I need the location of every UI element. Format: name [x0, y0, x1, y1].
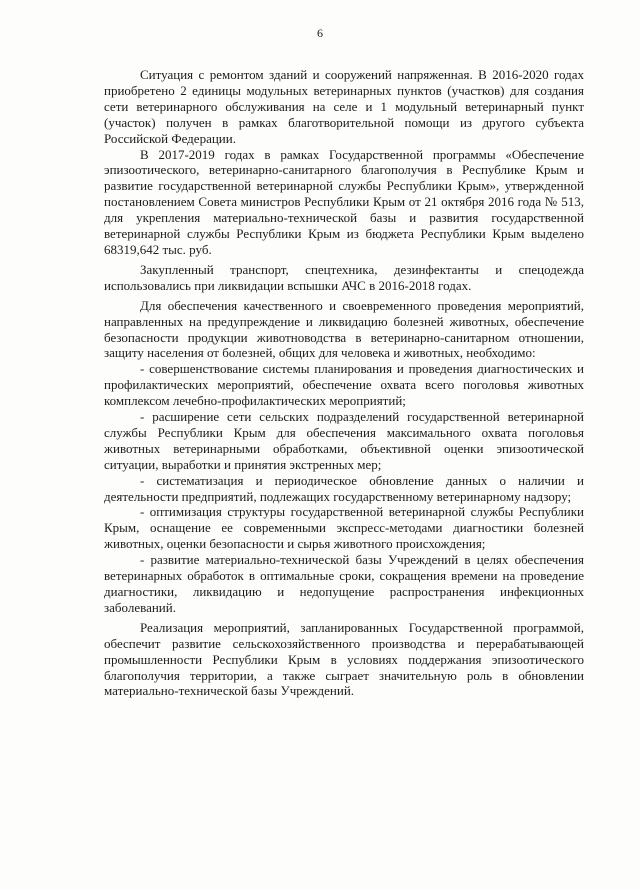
document-body: [104, 67, 584, 699]
paragraph-purchased-equipment: Закупленный транспорт, спецтехника, дезинфектанты и спецодежда использовались при ликвидации вспышки АЧС в 2016-2018 годах.: [104, 261, 584, 293]
page-number: 6: [317, 26, 323, 40]
paragraph-program-implementation: Реализация мероприятий, запланированных Государственной программой, обеспечит развитие сельскохозяйственного производства и перерабатывающей промышленности Республики Крым в условиях поддержания эпизоотического благополучия территории, а также сыграет значительную роль в обновлении материально-технической базы Учреждений.: [104, 619, 584, 699]
list-item-data-systematization: - систематизация и периодическое обновление данных о наличии и деятельности предприятий, подлежащих государственному ветеринарному надзору;: [104, 472, 584, 504]
list-item-planning: - совершенствование системы планирования и проведения диагностических и профилактических мероприятий, обеспечение охвата всего поголовья животных комплексом лечебно-профилактических мероприятий;: [104, 361, 584, 409]
list-item-structure-optimization: - оптимизация структуры государственной ветеринарной службы Республики Крым, оснащение ее современными экспресс-методами диагностики болезней животных, оценки безопасности и сырья животного происхождения;: [104, 504, 584, 552]
paragraph-state-program-funding: В 2017-2019 годах в рамках Государственной программы «Обеспечение эпизоотического, ветеринарно-санитарного благополучия в Республике Крым и развитие государственной ветеринарной службы Республики Крым», утвержденной постановлением Совета министров Республики Крым от 21 октября 2016 года № 513, для укрепления материально-технической базы и развития государственной ветеринарной службы Республики Крым из бюджета Республики Крым выделено 68319,642 тыс. руб.: [104, 146, 584, 257]
paragraph-necessary-measures: Для обеспечения качественного и своевременного проведения мероприятий, направленных на предупреждение и ликвидацию болезней животных, обеспечение безопасности продукции животноводства в ветеринарно-санитарном отношении, защиту населения от болезней, общих для человека и животных, необходимо:: [104, 297, 584, 361]
list-item-network-expansion: - расширение сети сельских подразделений государственной ветеринарной службы Республики Крым для обеспечения максимального охвата поголовья животных ветеринарными обработками, объективной оценки эпизоотической ситуации, выработки и принятия экстренных мер;: [104, 409, 584, 472]
list-item-material-base: - развитие материально-технической базы Учреждений в целях обеспечения ветеринарных обработок в оптимальные сроки, сокращения времени на проведение диагностики, ликвидацию и недопущение распространения инфекционных заболеваний.: [104, 552, 584, 615]
paragraph-repair-situation: Ситуация с ремонтом зданий и сооружений напряженная. В 2016-2020 годах приобретено 2 единицы модульных ветеринарных пунктов (участков) для создания сети ветеринарного обслуживания на селе и 1 модульный ветеринарный пункт (участок) получен в рамках благотворительной помощи из другого субъекта Российской Федерации.: [104, 67, 584, 146]
